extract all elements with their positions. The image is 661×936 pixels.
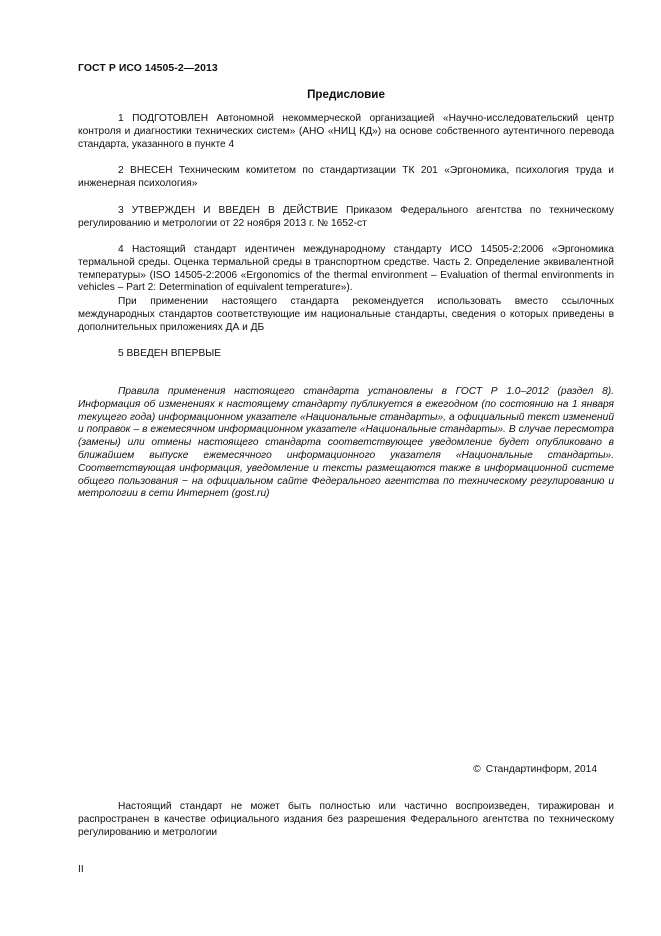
paragraph-introduced-by: 2 ВНЕСЕН Техническим комитетом по стандартизации ТК 201 «Эргономика, психология труда и инженерная психология» [78,165,614,189]
paragraph-application-rules: Правила применения настоящего стандарта установлены в ГОСТ Р 1.0–2012 (раздел 8). Информация об изменениях к настоящему стандарту публикуется в ежегодном (по состоянию на 1 января текущего года) информационном указателе «Национальные стандарты», а официальный текст изменений и поправок – в ежемесячном информационном указателе «Национальные стандарты». В случае пересмотра (замены) или отмены настоящего стандарта соответствующее уведомление будет опубликовано в ближайшем выпуске ежемесячного информационного указателя «Национальные стандарты». Соответствующая информация, уведомление и тексты размещаются также в информационной системе общего пользования − на официальном сайте Федерального агентства по техническому регулированию и метрологии в сети Интернет (gost.ru) [78,386,614,500]
paragraph-introduced-first: 5 ВВЕДЕН ВПЕРВЫЕ [118,348,222,359]
reproduction-notice: Настоящий стандарт не может быть полностью или частично воспроизведен, тиражирован и распространен в качестве официального издания без разрешения Федерального агентства по техническому регулированию и метрологии [78,801,614,838]
paragraph-prepared-by: 1 ПОДГОТОВЛЕН Автономной некоммерческой организацией «Научно-исследовательский центр контроля и диагностики технических систем» (АНО «НИЦ КД») на основе собственного аутентичного перевода стандарта, указанного в пункте 4 [78,113,614,150]
paragraph-identical-standard: 4 Настоящий стандарт идентичен международному стандарту ИСО 14505-2:2006 «Эргономика термальной среды. Оценка термальной среды в транспортном средстве. Часть 2. Определение эквивалентной температуры» (ISO 14505-2:2006 «Ergonomics of the thermal environment – Evaluation of thermal environments in vehicles – Part 2: Determination of equivalent temperature»). [78,244,614,294]
paragraph-reference-standards: При применении настоящего стандарта рекомендуется использовать вместо ссылочных международных стандартов соответствующие им национальные стандарты, сведения о которых приведены в дополнительных приложениях ДА и ДБ [78,296,614,333]
standard-header: ГОСТ Р ИСО 14505-2—2013 [78,63,218,74]
paragraph-approved: 3 УТВЕРЖДЕН И ВВЕДЕН В ДЕЙСТВИЕ Приказом Федерального агентства по техническому регулированию и метрологии от 22 ноября 2013 г. № 1652-ст [78,205,614,229]
page-title: Предисловие [307,88,385,101]
copyright-text: Стандартинформ, 2014 [485,764,597,775]
copyright-icon: © [473,764,481,775]
copyright-line [473,764,597,777]
page-number: II [78,864,84,875]
